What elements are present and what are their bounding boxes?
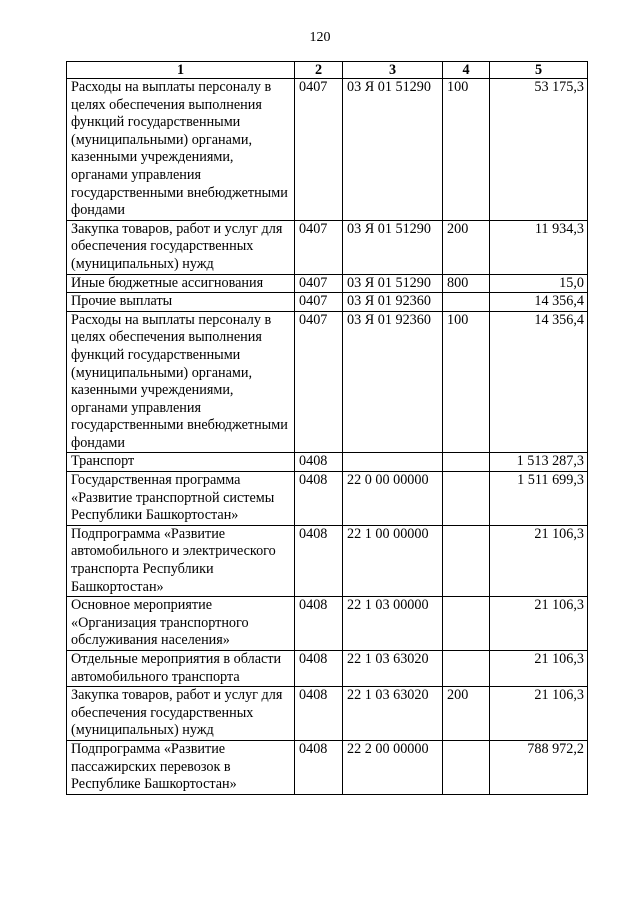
row-amount: 14 356,4 xyxy=(490,293,588,312)
row-code: 03 Я 01 51290 xyxy=(343,274,443,293)
row-section: 0408 xyxy=(295,597,343,651)
row-section: 0407 xyxy=(295,311,343,453)
row-name: Расходы на выплаты персоналу в целях обеспечения выполнения функций государственными (муниципальными) органами, казенными учреждениями, органами управления государственными внебюджетными фондами xyxy=(67,79,295,221)
row-section: 0407 xyxy=(295,293,343,312)
row-type xyxy=(443,651,490,687)
table-row xyxy=(67,79,588,221)
row-name: Прочие выплаты xyxy=(67,293,295,312)
row-type xyxy=(443,293,490,312)
row-code xyxy=(343,453,443,472)
budget-table xyxy=(66,61,588,795)
row-type: 200 xyxy=(443,687,490,741)
row-code: 03 Я 01 92360 xyxy=(343,311,443,453)
row-amount: 21 106,3 xyxy=(490,651,588,687)
table-row xyxy=(67,220,588,274)
table-row xyxy=(67,274,588,293)
table-row xyxy=(67,740,588,794)
row-name: Закупка товаров, работ и услуг для обеспечения государственных (муниципальных) нужд xyxy=(67,220,295,274)
row-name: Основное мероприятие «Организация транспортного обслуживания населения» xyxy=(67,597,295,651)
row-section: 0407 xyxy=(295,220,343,274)
row-code: 22 1 03 00000 xyxy=(343,597,443,651)
row-name: Транспорт xyxy=(67,453,295,472)
row-section: 0408 xyxy=(295,687,343,741)
row-name: Закупка товаров, работ и услуг для обеспечения государственных (муниципальных) нужд xyxy=(67,687,295,741)
header-col-2: 2 xyxy=(295,62,343,79)
row-code: 22 2 00 00000 xyxy=(343,740,443,794)
row-section: 0408 xyxy=(295,472,343,526)
row-name: Государственная программа «Развитие транспортной системы Республики Башкортостан» xyxy=(67,472,295,526)
page-number: 120 xyxy=(309,30,331,45)
header-col-5: 5 xyxy=(490,62,588,79)
row-type: 200 xyxy=(443,220,490,274)
row-amount: 1 511 699,3 xyxy=(490,472,588,526)
row-code: 22 0 00 00000 xyxy=(343,472,443,526)
row-amount: 788 972,2 xyxy=(490,740,588,794)
row-type xyxy=(443,472,490,526)
row-name: Подпрограмма «Развитие автомобильного и электрического транспорта Республики Башкортостан» xyxy=(67,525,295,596)
row-amount: 21 106,3 xyxy=(490,687,588,741)
table-row xyxy=(67,687,588,741)
table-row xyxy=(67,651,588,687)
row-code: 03 Я 01 92360 xyxy=(343,293,443,312)
row-type xyxy=(443,740,490,794)
table-row xyxy=(67,472,588,526)
row-section: 0408 xyxy=(295,651,343,687)
row-code: 22 1 03 63020 xyxy=(343,687,443,741)
header-col-3: 3 xyxy=(343,62,443,79)
table-row xyxy=(67,293,588,312)
row-amount: 21 106,3 xyxy=(490,597,588,651)
row-amount: 11 934,3 xyxy=(490,220,588,274)
row-section: 0408 xyxy=(295,525,343,596)
row-section: 0408 xyxy=(295,740,343,794)
row-code: 22 1 03 63020 xyxy=(343,651,443,687)
row-section: 0408 xyxy=(295,453,343,472)
row-name: Подпрограмма «Развитие пассажирских перевозок в Республике Башкортостан» xyxy=(67,740,295,794)
table-row xyxy=(67,597,588,651)
row-amount: 21 106,3 xyxy=(490,525,588,596)
row-amount: 14 356,4 xyxy=(490,311,588,453)
row-amount: 1 513 287,3 xyxy=(490,453,588,472)
row-section: 0407 xyxy=(295,274,343,293)
header-col-1: 1 xyxy=(67,62,295,79)
table-row xyxy=(67,525,588,596)
row-section: 0407 xyxy=(295,79,343,221)
row-code: 03 Я 01 51290 xyxy=(343,79,443,221)
row-code: 22 1 00 00000 xyxy=(343,525,443,596)
table-row xyxy=(67,311,588,453)
header-col-4: 4 xyxy=(443,62,490,79)
row-type xyxy=(443,453,490,472)
row-name: Отдельные мероприятия в области автомобильного транспорта xyxy=(67,651,295,687)
row-type xyxy=(443,525,490,596)
row-amount: 15,0 xyxy=(490,274,588,293)
row-type xyxy=(443,597,490,651)
header-row xyxy=(67,62,588,79)
row-name: Иные бюджетные ассигнования xyxy=(67,274,295,293)
row-amount: 53 175,3 xyxy=(490,79,588,221)
row-name: Расходы на выплаты персоналу в целях обеспечения выполнения функций государственными (муниципальными) органами, казенными учреждениями, органами управления государственными внебюджетными фондами xyxy=(67,311,295,453)
row-type: 100 xyxy=(443,311,490,453)
table-row xyxy=(67,453,588,472)
row-type: 800 xyxy=(443,274,490,293)
row-type: 100 xyxy=(443,79,490,221)
row-code: 03 Я 01 51290 xyxy=(343,220,443,274)
